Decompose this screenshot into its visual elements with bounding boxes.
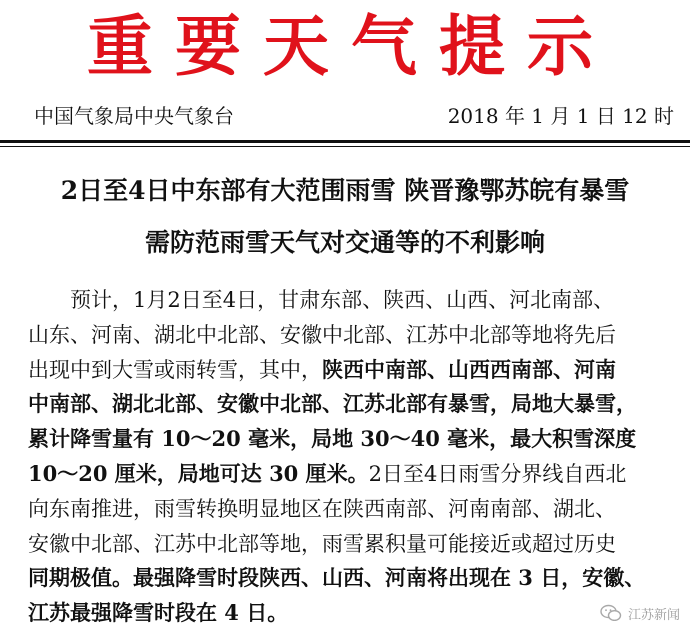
- body-emphasis-text: 中南部、湖北北部、安徽中北部、江苏北部有暴雪，局地大暴雪，: [28, 391, 637, 417]
- divider-thin: [0, 146, 690, 147]
- body-line: [28, 422, 670, 457]
- body-text: 山东、河南、湖北中北部、安徽中北部、江苏中北部等地将先后: [28, 322, 616, 347]
- masthead-title: 重要天气提示: [87, 7, 615, 85]
- body-line: [28, 353, 670, 388]
- body-text: 2日至4日雨雪分界线自西北: [368, 461, 627, 486]
- body-emphasis-text: 10～20 厘米，局地可达 30 厘米。: [28, 460, 369, 486]
- body-line: [28, 457, 670, 492]
- body-line: [28, 318, 670, 353]
- body-text: 向东南推进，雨雪转换明显地区在陕西南部、河南南部、湖北、: [28, 496, 616, 521]
- meta-row: [34, 102, 674, 130]
- body-line: [28, 527, 670, 562]
- body-emphasis-text: 同期极值。最强降雪时段陕西、山西、河南将出现在 3 日，安徽、: [28, 565, 646, 591]
- headline-line-2: 需防范雨雪天气对交通等的不利影响: [144, 228, 545, 257]
- divider-thick: [0, 140, 690, 143]
- body-line: [28, 596, 670, 631]
- forecast-body: [28, 283, 670, 631]
- body-line: [28, 283, 670, 318]
- body-line: [28, 387, 670, 422]
- headline-line-1: 2日至4日中东部有大范围雨雪 陕晋豫鄂苏皖有暴雪: [60, 176, 630, 205]
- body-text: 预计，1月2日至4日，甘肃东部、陕西、山西、河北南部、: [70, 288, 615, 312]
- watermark-label: 江苏新闻: [627, 607, 680, 623]
- body-line: [28, 561, 670, 596]
- body-text: 出现中到大雪或雨转雪，其中，: [28, 357, 322, 382]
- body-emphasis-text: 陕西中南部、山西西南部、河南: [322, 356, 616, 382]
- body-text: 安徽中北部、江苏中北部等地，雨雪累积量可能接近或超过历史: [28, 531, 616, 556]
- watermark: [600, 602, 680, 624]
- wechat-icon: [600, 604, 622, 622]
- issue-time: 2018 年 1 月 1 日 12 时: [447, 104, 674, 128]
- issuer: 中国气象局中央气象台: [34, 104, 234, 128]
- body-line: [28, 492, 670, 527]
- body-emphasis-text: 江苏最强降雪时段在 4 日。: [28, 600, 289, 626]
- body-emphasis-text: 累计降雪量有 10～20 毫米，局地 30～40 毫米，最大积雪深度: [28, 426, 637, 452]
